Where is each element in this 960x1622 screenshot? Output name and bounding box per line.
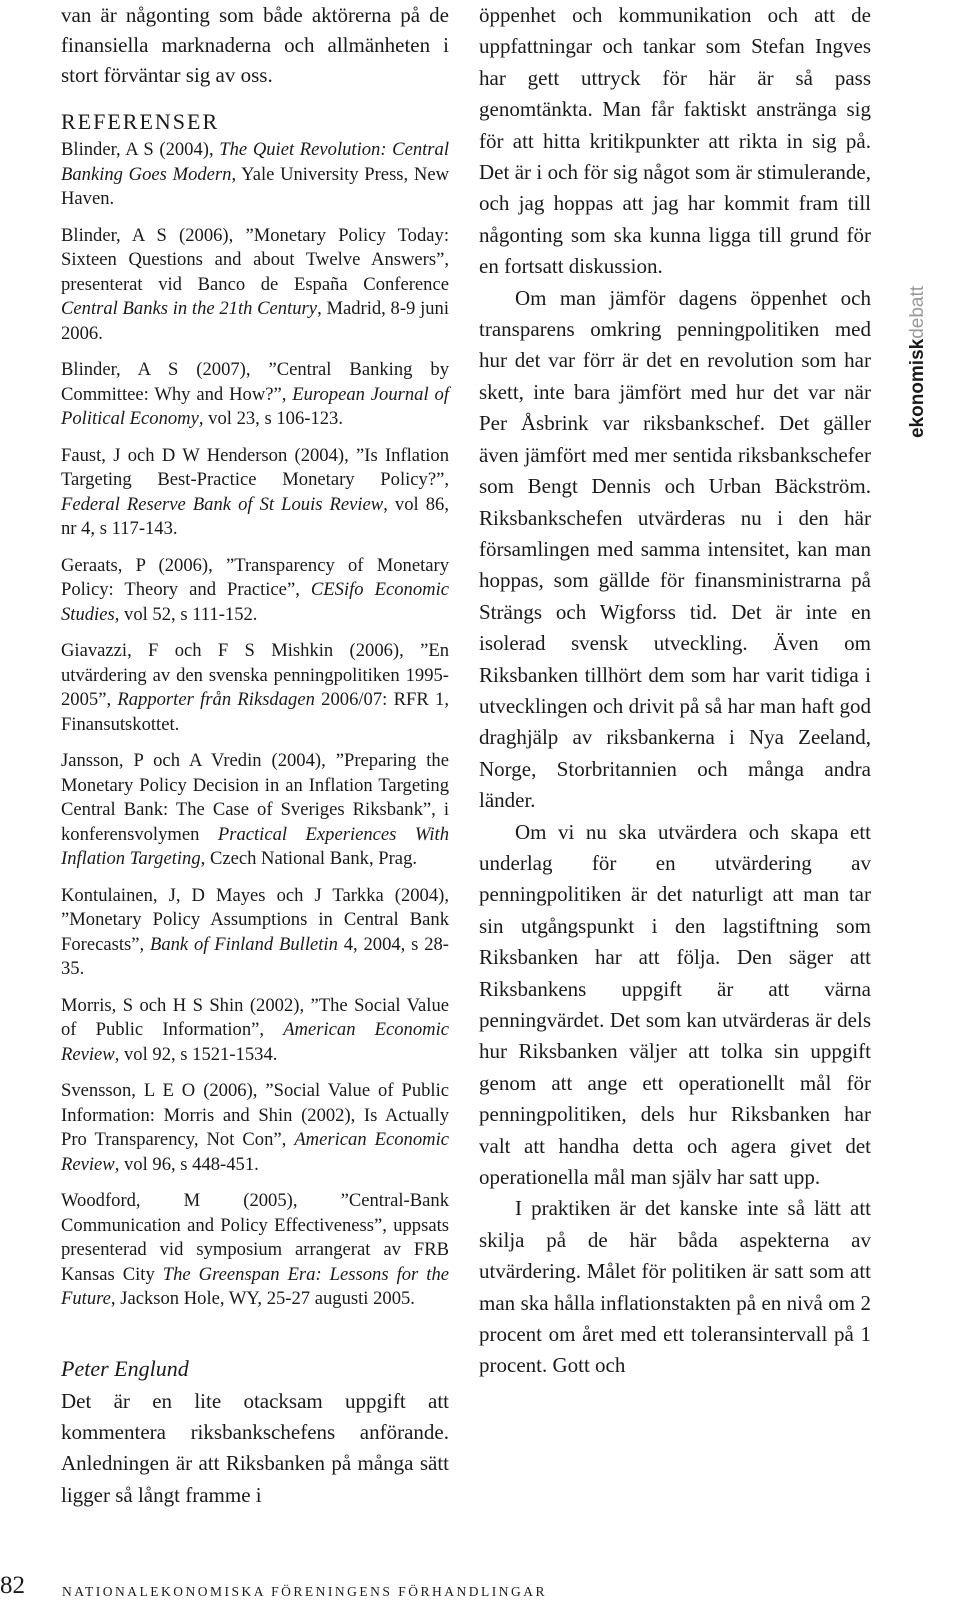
body-paragraph: Om vi nu ska utvärdera och skapa ett underlag för en utvärdering av penningpolitiken är det naturligt att man tar sin utgångspunkt i den lagstiftning som Riksbanken har att följa. Den säger att Riksbankens uppgift är att värna penningvärdet. Det som kan utvärderas är dels hur Riksbanken väljer att tolka sin uppgift genom att ange ett operationellt mål för penningpolitiken, dels hur Riksbanken har valt att handha detta och agera givet det operationella mål man själv har satt upp. [479,819,871,1190]
body-paragraph: I praktiken är det kanske inte så lätt att skilja på de här båda aspekterna av utvärdering. Målet för politiken är satt som att man ska hålla inflationstakten på en nivå om 2 procent om året med ett toleransintervall på 1 procent. Gott och [479,1196,871,1378]
reference-list [61,138,449,1312]
section-side-label [898,262,938,462]
right-column [479,0,871,1382]
side-label-light: debatt [907,285,928,339]
left-column [61,0,449,1511]
reference-item: Jansson, P och A Vredin (2004), ”Preparing the Monetary Policy Decision in an Inflation Targeting Central Bank: The Case of Sveriges Riksbank”, i konferensvolymen Practical Experiences With Inflation Targeting, Czech National Bank, Prag. [61,750,449,869]
reference-item: Kontulainen, J, D Mayes och J Tarkka (2004), ”Monetary Policy Assumptions in Central Bank Forecasts”, Bank of Finland Bulletin 4, 2004, s 28-35. [61,884,449,979]
reference-item: Blinder, A S (2007), ”Central Banking by Committee: Why and How?”, European Journal of Political Economy, vol 23, s 106-123. [61,359,449,429]
reference-item: Geraats, P (2006), ”Transparency of Monetary Policy: Theory and Practice”, CESifo Economic Studies, vol 52, s 111-152. [61,554,449,625]
body-paragraph: Om man jämför dagens öppenhet och transparens omkring penningpolitiken med hur det var förr är det en revolution som har skett, inte bara jämfört med hur det var när Per Åsbrink var riksbankschef. Det gäller även jämfört med mer sentida riksbankschefer som Bengt Dennis och Urban Bäckström. Riksbankschefen utvärderas nu i den här församlingen med samma intensitet, kan man hoppas, som gällde för finansministrarna på Strängs och Wigforss tid. Det är inte en isolerad svensk utveckling. Även om Riksbanken tillhört dem som har varit tidiga i utvecklingen och drivit på så har man haft god draghjälp av riksbankerna i Nya Zeeland, Norge, Storbritannien och många andra länder. [479,285,871,813]
side-label-bold: ekonomisk [907,338,928,439]
page-footer [0,1572,960,1612]
author-name: Peter Englund [61,1355,189,1381]
reference-item: Morris, S och H S Shin (2002), ”The Social Value of Public Information”, American Economic Review, vol 92, s 1521-1534. [61,994,449,1065]
page-number: 82 [0,1572,25,1599]
references-heading: REFERENSER [61,109,220,134]
reference-item: Blinder, A S (2004), The Quiet Revolution: Central Banking Goes Modern, Yale University Press, New Haven. [61,139,450,209]
body-paragraph: öppenhet och kommunikation och att de uppfattningar och tankar som Stefan Ingves har gett uttryck för här är så pass genomtänkta. Man får faktiskt anstränga sig för att hitta kritikpunkter att rikta in sig på. Det är i och för sig något som är stimulerande, och jag hoppas att jag har kommit fram till någonting som ska kunna ligga till grund för en fortsatt diskussion. [479,3,871,279]
reference-item: Giavazzi, F och F S Mishkin (2006), ”En utvärdering av den svenska penningpolitiken 1995-2005”, Rapporter från Riksdagen 2006/07: RFR 1, Finansutskottet. [61,640,449,735]
author-paragraph: Det är en lite otacksam uppgift att kommentera riksbankschefens anförande. Anledningen är att Riksbanken på många sätt ligger så långt framme i [61,1388,449,1507]
reference-item: Blinder, A S (2006), ”Monetary Policy Today: Sixteen Questions and about Twelve Answers”, presenterat vid Banco de España Conference Central Banks in the 21th Century, Madrid, 8-9 juni 2006. [61,224,449,344]
running-footer-title: NATIONALEKONOMISKA FÖRENINGENS FÖRHANDLINGAR [62,1584,548,1599]
reference-item: Svensson, L E O (2006), ”Social Value of Public Information: Morris and Shin (2002), Is Actually Pro Transparency, Not Con”, American Economic Review, vol 96, s 448-451. [61,1080,449,1175]
reference-item: Faust, J och D W Henderson (2004), ”Is Inflation Targeting Best-Practice Monetary Policy?”, Federal Reserve Bank of St Louis Review, vol 86, nr 4, s 117-143. [61,444,449,539]
intro-paragraph: van är någonting som både aktörerna på de finansiella marknaderna och allmänheten i stort förväntar sig av oss. [61,3,449,87]
reference-item: Woodford, M (2005), ”Central-Bank Communication and Policy Effectiveness”, uppsats presenterad vid symposium arrangerat av FRB Kansas City The Greenspan Era: Lessons for the Future, Jackson Hole, WY, 25-27 augusti 2005. [61,1190,450,1309]
